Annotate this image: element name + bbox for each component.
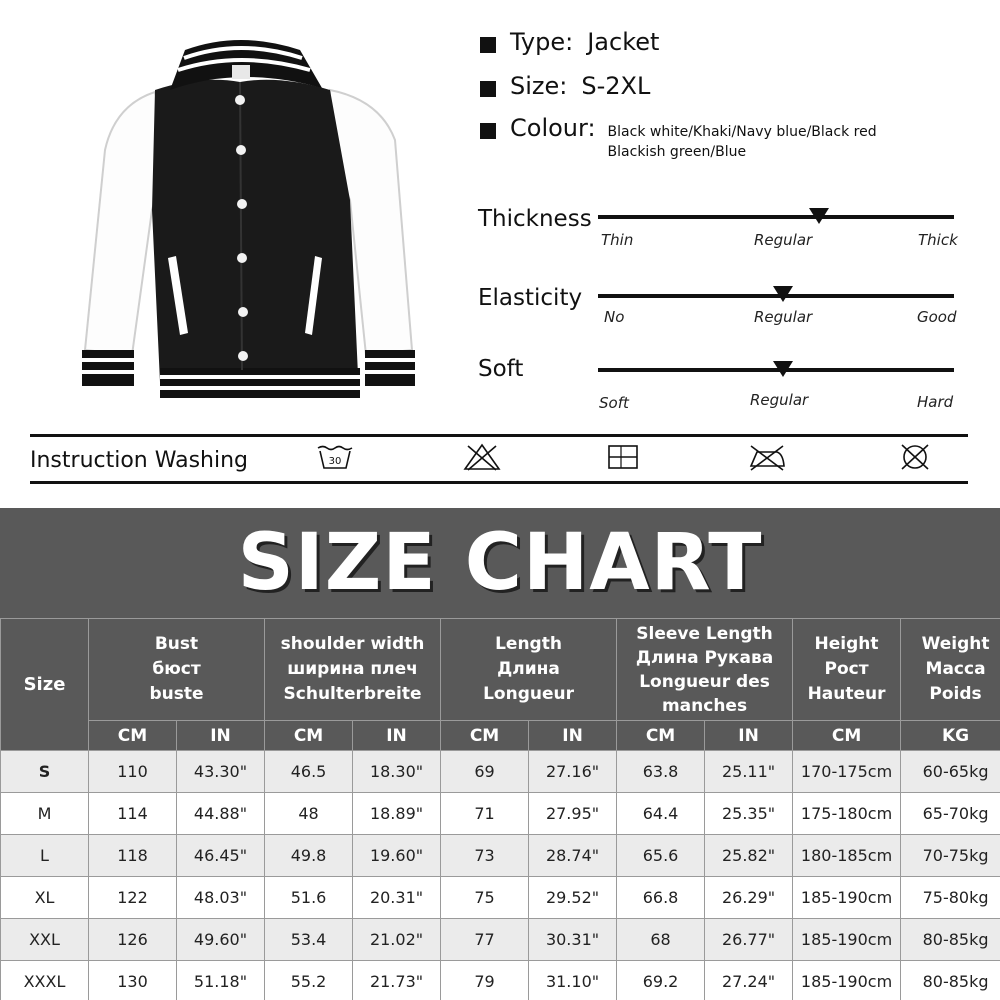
- table-cell: 71: [441, 793, 529, 835]
- table-cell: 49.8: [265, 835, 353, 877]
- unit-header: CM: [89, 721, 177, 751]
- header-line: Длина: [497, 659, 560, 679]
- dry-flat-icon: [603, 442, 643, 472]
- scale-min-label: No: [604, 308, 625, 326]
- length-header: [441, 619, 617, 721]
- table-cell: 27.95": [529, 793, 617, 835]
- do-not-bleach-icon: [462, 442, 502, 472]
- table-cell: 70-75kg: [901, 835, 1000, 877]
- do-not-dry-clean-icon: [895, 442, 935, 472]
- divider: [30, 481, 968, 484]
- bullet-square-icon: [480, 81, 496, 97]
- table-cell: 18.30": [353, 751, 441, 793]
- weight-header: [901, 619, 1000, 721]
- table-cell: 60-65kg: [901, 751, 1000, 793]
- table-cell: 65.6: [617, 835, 705, 877]
- left-cuff: [82, 350, 134, 386]
- table-cell: 30.31": [529, 919, 617, 961]
- table-cell: 49.60": [177, 919, 265, 961]
- table-cell: 175-180cm: [793, 793, 901, 835]
- table-cell: 31.10": [529, 961, 617, 1000]
- header-line: Length: [495, 634, 562, 654]
- header-line: Poids: [929, 684, 982, 704]
- size-cell: L: [1, 835, 89, 877]
- scale-marker-icon: [773, 286, 793, 302]
- size-chart-table: [0, 618, 1000, 1000]
- spec-type: [480, 28, 659, 56]
- unit-header: CM: [793, 721, 901, 751]
- table-cell: 29.52": [529, 877, 617, 919]
- bust-header: [89, 619, 265, 721]
- header-line: Longueur des: [639, 671, 770, 692]
- table-cell: 80-85kg: [901, 961, 1000, 1000]
- scale-min-label: Thin: [601, 231, 634, 249]
- spec-type-label: Type:: [510, 28, 574, 56]
- scale-label: Soft: [478, 356, 524, 382]
- scale-max-label: Thick: [918, 231, 958, 249]
- unit-header: IN: [353, 721, 441, 751]
- table-cell: 65-70kg: [901, 793, 1000, 835]
- unit-header: IN: [529, 721, 617, 751]
- unit-header: CM: [441, 721, 529, 751]
- table-cell: 46.45": [177, 835, 265, 877]
- header-line: Weight: [921, 634, 990, 654]
- table-cell: 51.18": [177, 961, 265, 1000]
- scale-min-label: Soft: [599, 394, 629, 412]
- scale-label: Thickness: [478, 206, 592, 232]
- table-cell: 46.5: [265, 751, 353, 793]
- table-cell: 118: [89, 835, 177, 877]
- table-cell: 73: [441, 835, 529, 877]
- table-unit-row: [1, 721, 1000, 751]
- size-cell: M: [1, 793, 89, 835]
- right-cuff: [365, 350, 415, 386]
- scale-marker-icon: [773, 361, 793, 377]
- spec-colour-label: Colour:: [510, 114, 596, 142]
- table-row: [1, 877, 1000, 919]
- table-cell: 75: [441, 877, 529, 919]
- size-cell: S: [1, 751, 89, 793]
- scale-mid-label: Regular: [750, 391, 809, 409]
- table-cell: 28.74": [529, 835, 617, 877]
- table-cell: 68: [617, 919, 705, 961]
- table-cell: 20.31": [353, 877, 441, 919]
- spec-size-value: S-2XL: [581, 72, 651, 100]
- header-line: shoulder width: [280, 634, 425, 654]
- colour-line-1: Black white/Khaki/Navy blue/Black red: [607, 124, 877, 140]
- washing-label: Instruction Washing: [30, 448, 248, 473]
- table-cell: 25.35": [705, 793, 793, 835]
- header-line: Hauteur: [807, 684, 886, 704]
- table-row: [1, 961, 1000, 1000]
- spec-colour-values: [608, 122, 877, 162]
- table-row: [1, 835, 1000, 877]
- spec-size-label: Size:: [510, 72, 568, 100]
- scale-mid-label: Regular: [754, 231, 813, 249]
- table-cell: 26.77": [705, 919, 793, 961]
- table-cell: 19.60": [353, 835, 441, 877]
- table-cell: 48: [265, 793, 353, 835]
- table-cell: 27.16": [529, 751, 617, 793]
- scale-max-label: Hard: [917, 393, 954, 411]
- table-cell: 25.11": [705, 751, 793, 793]
- table-cell: 21.73": [353, 961, 441, 1000]
- unit-header: IN: [177, 721, 265, 751]
- size-chart-banner: [0, 508, 1000, 618]
- sleeve-length-header: [617, 619, 793, 721]
- table-cell: 77: [441, 919, 529, 961]
- unit-header: CM: [617, 721, 705, 751]
- do-not-iron-icon: [747, 442, 787, 472]
- table-cell: 25.82": [705, 835, 793, 877]
- table-cell: 110: [89, 751, 177, 793]
- wash-temp-text: 30: [328, 456, 342, 467]
- divider: [30, 434, 968, 437]
- header-line: Длина Рукава: [635, 647, 774, 668]
- header-line: бюст: [152, 659, 201, 679]
- header-line: manches: [661, 695, 748, 716]
- header-line: Height: [814, 634, 879, 654]
- table-cell: 185-190cm: [793, 877, 901, 919]
- shoulder-width-header: [265, 619, 441, 721]
- header-line: Масса: [925, 659, 986, 679]
- table-cell: 18.89": [353, 793, 441, 835]
- bullet-square-icon: [480, 123, 496, 139]
- header-line: Schulterbreite: [283, 684, 422, 704]
- scale-max-label: Good: [917, 308, 957, 326]
- unit-header: IN: [705, 721, 793, 751]
- table-row: [1, 751, 1000, 793]
- table-cell: 66.8: [617, 877, 705, 919]
- header-line: Bust: [154, 634, 199, 654]
- table-cell: 79: [441, 961, 529, 1000]
- table-cell: 185-190cm: [793, 919, 901, 961]
- table-cell: 27.24": [705, 961, 793, 1000]
- table-cell: 64.4: [617, 793, 705, 835]
- header-line: Рост: [824, 659, 869, 679]
- table-cell: 53.4: [265, 919, 353, 961]
- table-cell: 48.03": [177, 877, 265, 919]
- header-line: Sleeve Length: [636, 623, 773, 644]
- scale-marker-icon: [809, 208, 829, 224]
- table-cell: 130: [89, 961, 177, 1000]
- scale-mid-label: Regular: [754, 308, 813, 326]
- header-line: buste: [149, 684, 204, 704]
- size-column-header: Size: [1, 619, 89, 751]
- jacket-product-image: [60, 20, 440, 420]
- size-chart-title: SIZE CHART: [237, 518, 763, 608]
- header-line: ширина плеч: [287, 659, 418, 679]
- unit-header: KG: [901, 721, 1000, 751]
- table-cell: 26.29": [705, 877, 793, 919]
- table-cell: 170-175cm: [793, 751, 901, 793]
- table-header-row: [1, 619, 1000, 721]
- table-cell: 43.30": [177, 751, 265, 793]
- table-cell: 69: [441, 751, 529, 793]
- table-cell: 126: [89, 919, 177, 961]
- scale-label: Elasticity: [478, 285, 583, 311]
- spec-size: [480, 72, 650, 100]
- table-cell: 75-80kg: [901, 877, 1000, 919]
- table-cell: 122: [89, 877, 177, 919]
- table-cell: 114: [89, 793, 177, 835]
- table-cell: 44.88": [177, 793, 265, 835]
- spec-type-value: Jacket: [587, 28, 660, 56]
- table-cell: 21.02": [353, 919, 441, 961]
- table-row: [1, 919, 1000, 961]
- spec-colour: [480, 114, 877, 162]
- header-line: Longueur: [483, 684, 574, 704]
- table-cell: 51.6: [265, 877, 353, 919]
- bullet-square-icon: [480, 37, 496, 53]
- scale-bar: [598, 215, 954, 219]
- table-cell: 180-185cm: [793, 835, 901, 877]
- table-cell: 80-85kg: [901, 919, 1000, 961]
- table-cell: 63.8: [617, 751, 705, 793]
- wash-30-icon: [315, 442, 355, 472]
- unit-header: CM: [265, 721, 353, 751]
- table-cell: 55.2: [265, 961, 353, 1000]
- size-cell: XL: [1, 877, 89, 919]
- size-cell: XXXL: [1, 961, 89, 1000]
- size-cell: XXL: [1, 919, 89, 961]
- table-cell: 69.2: [617, 961, 705, 1000]
- table-cell: 185-190cm: [793, 961, 901, 1000]
- colour-line-2: Blackish green/Blue: [607, 144, 747, 160]
- height-header: [793, 619, 901, 721]
- table-row: [1, 793, 1000, 835]
